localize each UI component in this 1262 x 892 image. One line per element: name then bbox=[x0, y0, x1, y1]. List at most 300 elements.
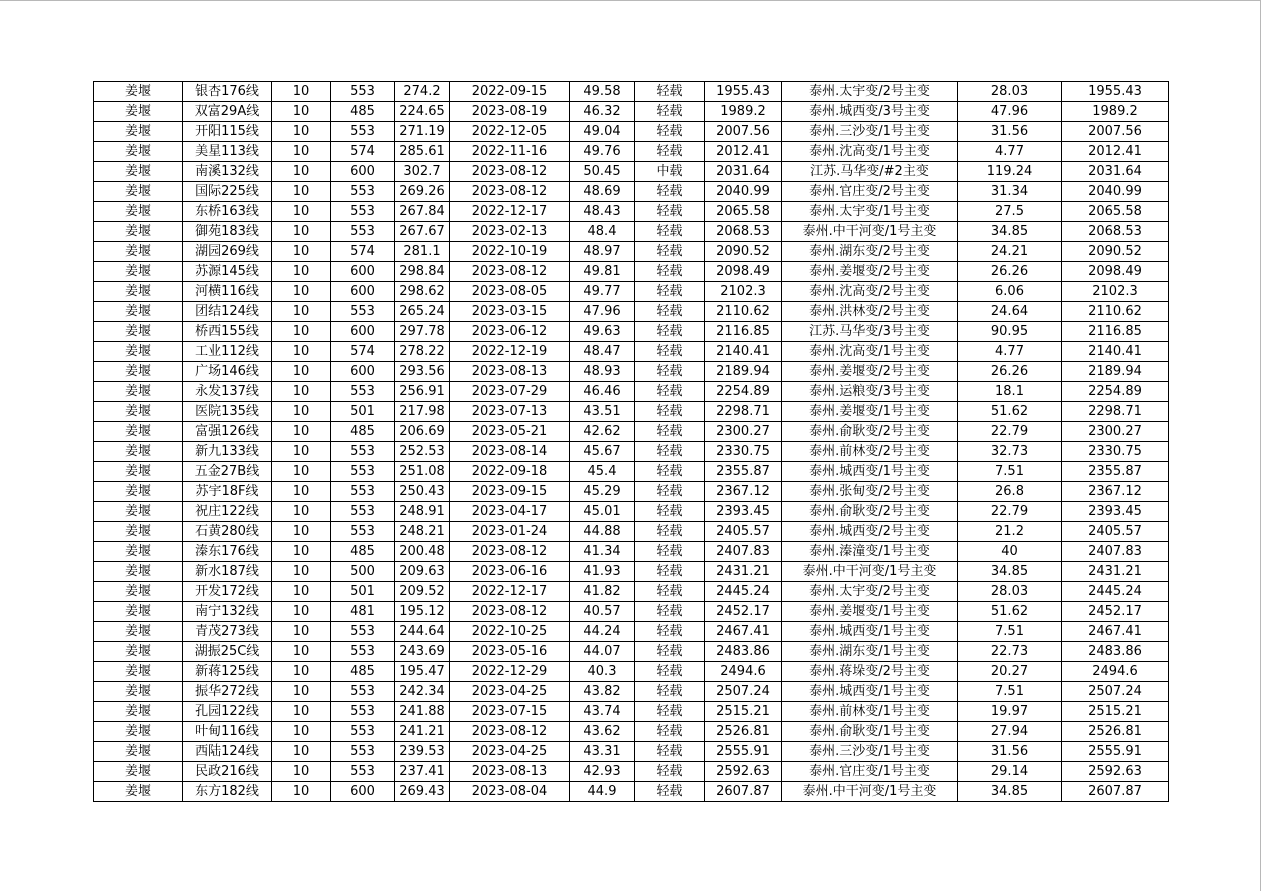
cell-total: 1955.43 bbox=[1062, 82, 1169, 102]
table-row bbox=[94, 322, 1169, 342]
cell-rated-current: 553 bbox=[331, 382, 395, 402]
cell-max-current: 297.78 bbox=[395, 322, 450, 342]
cell-peak-date: 2023-07-29 bbox=[450, 382, 570, 402]
cell-substation-transformer: 泰州.沈高变/2号主变 bbox=[782, 282, 958, 302]
cell-capacity: 2068.53 bbox=[705, 222, 782, 242]
cell-rated-current: 501 bbox=[331, 402, 395, 422]
cell-district: 姜堰 bbox=[94, 202, 183, 222]
cell-max-current: 239.53 bbox=[395, 742, 450, 762]
cell-voltage: 10 bbox=[272, 382, 331, 402]
cell-line-name: 开发172线 bbox=[183, 582, 272, 602]
cell-total: 2607.87 bbox=[1062, 782, 1169, 802]
cell-load-status: 轻载 bbox=[635, 682, 705, 702]
cell-transformer-value: 47.96 bbox=[958, 102, 1062, 122]
cell-total: 2507.24 bbox=[1062, 682, 1169, 702]
cell-substation-transformer: 泰州.姜堰变/1号主变 bbox=[782, 602, 958, 622]
cell-district: 姜堰 bbox=[94, 562, 183, 582]
cell-capacity: 2031.64 bbox=[705, 162, 782, 182]
cell-load-status: 轻载 bbox=[635, 502, 705, 522]
cell-voltage: 10 bbox=[272, 442, 331, 462]
cell-transformer-value: 27.94 bbox=[958, 722, 1062, 742]
cell-load-rate: 43.31 bbox=[570, 742, 635, 762]
cell-capacity: 2367.12 bbox=[705, 482, 782, 502]
cell-load-rate: 47.96 bbox=[570, 302, 635, 322]
cell-line-name: 国际225线 bbox=[183, 182, 272, 202]
cell-total: 2330.75 bbox=[1062, 442, 1169, 462]
cell-transformer-value: 22.79 bbox=[958, 422, 1062, 442]
cell-capacity: 2090.52 bbox=[705, 242, 782, 262]
cell-total: 2102.3 bbox=[1062, 282, 1169, 302]
cell-max-current: 269.43 bbox=[395, 782, 450, 802]
cell-peak-date: 2022-12-29 bbox=[450, 662, 570, 682]
cell-load-status: 轻载 bbox=[635, 442, 705, 462]
cell-total: 2040.99 bbox=[1062, 182, 1169, 202]
table-row bbox=[94, 582, 1169, 602]
cell-rated-current: 574 bbox=[331, 142, 395, 162]
cell-voltage: 10 bbox=[272, 602, 331, 622]
cell-load-status: 轻载 bbox=[635, 302, 705, 322]
cell-max-current: 298.62 bbox=[395, 282, 450, 302]
cell-district: 姜堰 bbox=[94, 302, 183, 322]
cell-line-name: 桥西155线 bbox=[183, 322, 272, 342]
cell-capacity: 2494.6 bbox=[705, 662, 782, 682]
cell-total: 2467.41 bbox=[1062, 622, 1169, 642]
cell-transformer-value: 26.26 bbox=[958, 362, 1062, 382]
cell-total: 2407.83 bbox=[1062, 542, 1169, 562]
cell-rated-current: 600 bbox=[331, 282, 395, 302]
cell-voltage: 10 bbox=[272, 782, 331, 802]
cell-peak-date: 2022-12-17 bbox=[450, 202, 570, 222]
cell-substation-transformer: 泰州.蒋垛变/2号主变 bbox=[782, 662, 958, 682]
cell-substation-transformer: 泰州.沈高变/1号主变 bbox=[782, 142, 958, 162]
cell-district: 姜堰 bbox=[94, 602, 183, 622]
cell-total: 2031.64 bbox=[1062, 162, 1169, 182]
cell-total: 2355.87 bbox=[1062, 462, 1169, 482]
cell-total: 2445.24 bbox=[1062, 582, 1169, 602]
table-row bbox=[94, 222, 1169, 242]
cell-substation-transformer: 泰州.沈高变/1号主变 bbox=[782, 342, 958, 362]
cell-transformer-value: 21.2 bbox=[958, 522, 1062, 542]
cell-transformer-value: 22.79 bbox=[958, 502, 1062, 522]
cell-rated-current: 553 bbox=[331, 442, 395, 462]
cell-load-rate: 49.63 bbox=[570, 322, 635, 342]
cell-load-status: 轻载 bbox=[635, 142, 705, 162]
cell-line-name: 工业112线 bbox=[183, 342, 272, 362]
cell-load-status: 轻载 bbox=[635, 562, 705, 582]
cell-total: 2452.17 bbox=[1062, 602, 1169, 622]
cell-total: 2065.58 bbox=[1062, 202, 1169, 222]
cell-load-rate: 46.46 bbox=[570, 382, 635, 402]
cell-max-current: 278.22 bbox=[395, 342, 450, 362]
table-row bbox=[94, 442, 1169, 462]
cell-district: 姜堰 bbox=[94, 402, 183, 422]
table-row bbox=[94, 282, 1169, 302]
cell-capacity: 2393.45 bbox=[705, 502, 782, 522]
cell-district: 姜堰 bbox=[94, 382, 183, 402]
table-row bbox=[94, 502, 1169, 522]
cell-total: 2483.86 bbox=[1062, 642, 1169, 662]
cell-load-status: 轻载 bbox=[635, 422, 705, 442]
cell-district: 姜堰 bbox=[94, 422, 183, 442]
cell-total: 2431.21 bbox=[1062, 562, 1169, 582]
cell-capacity: 2483.86 bbox=[705, 642, 782, 662]
cell-max-current: 271.19 bbox=[395, 122, 450, 142]
cell-voltage: 10 bbox=[272, 82, 331, 102]
cell-transformer-value: 7.51 bbox=[958, 682, 1062, 702]
cell-rated-current: 500 bbox=[331, 562, 395, 582]
cell-peak-date: 2023-07-13 bbox=[450, 402, 570, 422]
cell-rated-current: 600 bbox=[331, 322, 395, 342]
cell-load-rate: 43.82 bbox=[570, 682, 635, 702]
cell-substation-transformer: 泰州.三沙变/1号主变 bbox=[782, 742, 958, 762]
cell-substation-transformer: 泰州.湖东变/2号主变 bbox=[782, 242, 958, 262]
cell-peak-date: 2022-09-15 bbox=[450, 82, 570, 102]
cell-voltage: 10 bbox=[272, 682, 331, 702]
cell-transformer-value: 24.21 bbox=[958, 242, 1062, 262]
cell-line-name: 叶甸116线 bbox=[183, 722, 272, 742]
table-row bbox=[94, 162, 1169, 182]
cell-max-current: 195.47 bbox=[395, 662, 450, 682]
cell-transformer-value: 20.27 bbox=[958, 662, 1062, 682]
table-row bbox=[94, 82, 1169, 102]
cell-transformer-value: 24.64 bbox=[958, 302, 1062, 322]
cell-voltage: 10 bbox=[272, 342, 331, 362]
cell-total: 2515.21 bbox=[1062, 702, 1169, 722]
cell-voltage: 10 bbox=[272, 762, 331, 782]
cell-capacity: 2445.24 bbox=[705, 582, 782, 602]
cell-load-rate: 48.43 bbox=[570, 202, 635, 222]
cell-load-rate: 44.9 bbox=[570, 782, 635, 802]
cell-rated-current: 553 bbox=[331, 702, 395, 722]
cell-load-rate: 49.81 bbox=[570, 262, 635, 282]
cell-line-name: 广场146线 bbox=[183, 362, 272, 382]
cell-district: 姜堰 bbox=[94, 742, 183, 762]
cell-peak-date: 2023-04-25 bbox=[450, 742, 570, 762]
cell-peak-date: 2022-10-25 bbox=[450, 622, 570, 642]
cell-load-rate: 46.32 bbox=[570, 102, 635, 122]
cell-rated-current: 553 bbox=[331, 762, 395, 782]
cell-substation-transformer: 泰州.太宇变/1号主变 bbox=[782, 202, 958, 222]
cell-rated-current: 553 bbox=[331, 502, 395, 522]
table-row bbox=[94, 642, 1169, 662]
cell-substation-transformer: 泰州.俞耿变/1号主变 bbox=[782, 722, 958, 742]
cell-max-current: 206.69 bbox=[395, 422, 450, 442]
cell-line-name: 双富29A线 bbox=[183, 102, 272, 122]
cell-capacity: 2607.87 bbox=[705, 782, 782, 802]
cell-voltage: 10 bbox=[272, 102, 331, 122]
cell-voltage: 10 bbox=[272, 702, 331, 722]
cell-max-current: 237.41 bbox=[395, 762, 450, 782]
cell-capacity: 1955.43 bbox=[705, 82, 782, 102]
cell-rated-current: 553 bbox=[331, 482, 395, 502]
cell-total: 2494.6 bbox=[1062, 662, 1169, 682]
cell-peak-date: 2022-09-18 bbox=[450, 462, 570, 482]
cell-load-rate: 41.34 bbox=[570, 542, 635, 562]
cell-district: 姜堰 bbox=[94, 762, 183, 782]
cell-load-status: 轻载 bbox=[635, 622, 705, 642]
cell-transformer-value: 26.26 bbox=[958, 262, 1062, 282]
cell-capacity: 2140.41 bbox=[705, 342, 782, 362]
cell-capacity: 1989.2 bbox=[705, 102, 782, 122]
cell-substation-transformer: 泰州.前林变/1号主变 bbox=[782, 702, 958, 722]
cell-rated-current: 553 bbox=[331, 302, 395, 322]
cell-voltage: 10 bbox=[272, 222, 331, 242]
cell-load-rate: 49.76 bbox=[570, 142, 635, 162]
cell-substation-transformer: 泰州.中干河变/1号主变 bbox=[782, 222, 958, 242]
table-row bbox=[94, 242, 1169, 262]
cell-total: 2555.91 bbox=[1062, 742, 1169, 762]
cell-voltage: 10 bbox=[272, 302, 331, 322]
cell-load-status: 轻载 bbox=[635, 202, 705, 222]
cell-transformer-value: 28.03 bbox=[958, 82, 1062, 102]
cell-capacity: 2098.49 bbox=[705, 262, 782, 282]
cell-load-status: 轻载 bbox=[635, 782, 705, 802]
cell-substation-transformer: 泰州.官庄变/2号主变 bbox=[782, 182, 958, 202]
cell-district: 姜堰 bbox=[94, 582, 183, 602]
cell-substation-transformer: 泰州.太宇变/2号主变 bbox=[782, 82, 958, 102]
cell-peak-date: 2023-08-19 bbox=[450, 102, 570, 122]
cell-substation-transformer: 泰州.姜堰变/2号主变 bbox=[782, 262, 958, 282]
cell-voltage: 10 bbox=[272, 142, 331, 162]
cell-peak-date: 2023-06-16 bbox=[450, 562, 570, 582]
cell-district: 姜堰 bbox=[94, 722, 183, 742]
table-row bbox=[94, 362, 1169, 382]
cell-substation-transformer: 泰州.中干河变/1号主变 bbox=[782, 782, 958, 802]
cell-voltage: 10 bbox=[272, 242, 331, 262]
cell-capacity: 2526.81 bbox=[705, 722, 782, 742]
cell-transformer-value: 51.62 bbox=[958, 602, 1062, 622]
cell-transformer-value: 32.73 bbox=[958, 442, 1062, 462]
cell-load-status: 轻载 bbox=[635, 222, 705, 242]
cell-line-name: 苏源145线 bbox=[183, 262, 272, 282]
cell-voltage: 10 bbox=[272, 482, 331, 502]
cell-capacity: 2189.94 bbox=[705, 362, 782, 382]
cell-load-status: 轻载 bbox=[635, 382, 705, 402]
cell-rated-current: 553 bbox=[331, 462, 395, 482]
cell-peak-date: 2023-08-12 bbox=[450, 182, 570, 202]
cell-district: 姜堰 bbox=[94, 682, 183, 702]
table-row bbox=[94, 462, 1169, 482]
cell-max-current: 250.43 bbox=[395, 482, 450, 502]
cell-max-current: 241.88 bbox=[395, 702, 450, 722]
cell-total: 2116.85 bbox=[1062, 322, 1169, 342]
cell-max-current: 209.63 bbox=[395, 562, 450, 582]
cell-peak-date: 2023-02-13 bbox=[450, 222, 570, 242]
cell-voltage: 10 bbox=[272, 362, 331, 382]
cell-load-status: 轻载 bbox=[635, 242, 705, 262]
cell-rated-current: 553 bbox=[331, 522, 395, 542]
cell-load-rate: 44.24 bbox=[570, 622, 635, 642]
cell-rated-current: 553 bbox=[331, 622, 395, 642]
cell-substation-transformer: 泰州.姜堰变/1号主变 bbox=[782, 402, 958, 422]
cell-max-current: 281.1 bbox=[395, 242, 450, 262]
cell-peak-date: 2023-07-15 bbox=[450, 702, 570, 722]
cell-max-current: 302.7 bbox=[395, 162, 450, 182]
cell-transformer-value: 51.62 bbox=[958, 402, 1062, 422]
cell-line-name: 湖振25C线 bbox=[183, 642, 272, 662]
cell-substation-transformer: 泰州.运粮变/3号主变 bbox=[782, 382, 958, 402]
table-row bbox=[94, 762, 1169, 782]
cell-capacity: 2298.71 bbox=[705, 402, 782, 422]
cell-load-status: 轻载 bbox=[635, 342, 705, 362]
cell-line-name: 新蒋125线 bbox=[183, 662, 272, 682]
cell-load-rate: 49.04 bbox=[570, 122, 635, 142]
cell-max-current: 195.12 bbox=[395, 602, 450, 622]
cell-peak-date: 2023-08-12 bbox=[450, 162, 570, 182]
cell-peak-date: 2023-09-15 bbox=[450, 482, 570, 502]
cell-substation-transformer: 江苏.马华变/#2主变 bbox=[782, 162, 958, 182]
cell-district: 姜堰 bbox=[94, 322, 183, 342]
cell-line-name: 溱东176线 bbox=[183, 542, 272, 562]
cell-voltage: 10 bbox=[272, 662, 331, 682]
cell-total: 2254.89 bbox=[1062, 382, 1169, 402]
cell-max-current: 267.84 bbox=[395, 202, 450, 222]
cell-line-name: 河横116线 bbox=[183, 282, 272, 302]
cell-substation-transformer: 泰州.溱潼变/1号主变 bbox=[782, 542, 958, 562]
cell-line-name: 南宁132线 bbox=[183, 602, 272, 622]
table-row bbox=[94, 422, 1169, 442]
cell-total: 2090.52 bbox=[1062, 242, 1169, 262]
table-row bbox=[94, 542, 1169, 562]
cell-substation-transformer: 泰州.俞耿变/2号主变 bbox=[782, 422, 958, 442]
cell-district: 姜堰 bbox=[94, 82, 183, 102]
cell-district: 姜堰 bbox=[94, 162, 183, 182]
cell-district: 姜堰 bbox=[94, 182, 183, 202]
cell-load-rate: 42.93 bbox=[570, 762, 635, 782]
cell-line-name: 南溪132线 bbox=[183, 162, 272, 182]
cell-voltage: 10 bbox=[272, 622, 331, 642]
cell-transformer-value: 119.24 bbox=[958, 162, 1062, 182]
cell-rated-current: 553 bbox=[331, 202, 395, 222]
table-body bbox=[94, 82, 1169, 802]
cell-peak-date: 2023-05-16 bbox=[450, 642, 570, 662]
cell-peak-date: 2023-08-13 bbox=[450, 362, 570, 382]
cell-peak-date: 2023-08-14 bbox=[450, 442, 570, 462]
table-row bbox=[94, 722, 1169, 742]
cell-transformer-value: 28.03 bbox=[958, 582, 1062, 602]
cell-capacity: 2555.91 bbox=[705, 742, 782, 762]
cell-load-rate: 45.01 bbox=[570, 502, 635, 522]
cell-capacity: 2012.41 bbox=[705, 142, 782, 162]
cell-district: 姜堰 bbox=[94, 782, 183, 802]
cell-substation-transformer: 泰州.中干河变/1号主变 bbox=[782, 562, 958, 582]
cell-rated-current: 553 bbox=[331, 722, 395, 742]
cell-capacity: 2007.56 bbox=[705, 122, 782, 142]
cell-district: 姜堰 bbox=[94, 262, 183, 282]
cell-load-status: 轻载 bbox=[635, 282, 705, 302]
table-row bbox=[94, 562, 1169, 582]
cell-transformer-value: 29.14 bbox=[958, 762, 1062, 782]
cell-load-status: 轻载 bbox=[635, 722, 705, 742]
cell-substation-transformer: 泰州.城西变/1号主变 bbox=[782, 622, 958, 642]
cell-transformer-value: 7.51 bbox=[958, 462, 1062, 482]
table-row bbox=[94, 262, 1169, 282]
cell-load-rate: 48.93 bbox=[570, 362, 635, 382]
cell-capacity: 2431.21 bbox=[705, 562, 782, 582]
cell-capacity: 2330.75 bbox=[705, 442, 782, 462]
cell-load-status: 轻载 bbox=[635, 482, 705, 502]
cell-load-status: 轻载 bbox=[635, 182, 705, 202]
cell-district: 姜堰 bbox=[94, 282, 183, 302]
cell-peak-date: 2023-08-04 bbox=[450, 782, 570, 802]
cell-max-current: 217.98 bbox=[395, 402, 450, 422]
cell-rated-current: 485 bbox=[331, 662, 395, 682]
cell-line-name: 湖园269线 bbox=[183, 242, 272, 262]
cell-line-name: 东方182线 bbox=[183, 782, 272, 802]
cell-rated-current: 553 bbox=[331, 682, 395, 702]
cell-district: 姜堰 bbox=[94, 522, 183, 542]
cell-transformer-value: 26.8 bbox=[958, 482, 1062, 502]
cell-district: 姜堰 bbox=[94, 502, 183, 522]
cell-rated-current: 553 bbox=[331, 122, 395, 142]
cell-district: 姜堰 bbox=[94, 102, 183, 122]
cell-substation-transformer: 泰州.城西变/1号主变 bbox=[782, 682, 958, 702]
cell-load-status: 轻载 bbox=[635, 742, 705, 762]
cell-max-current: 256.91 bbox=[395, 382, 450, 402]
cell-transformer-value: 4.77 bbox=[958, 142, 1062, 162]
cell-rated-current: 574 bbox=[331, 342, 395, 362]
cell-line-name: 团结124线 bbox=[183, 302, 272, 322]
cell-total: 2298.71 bbox=[1062, 402, 1169, 422]
cell-rated-current: 553 bbox=[331, 182, 395, 202]
cell-rated-current: 600 bbox=[331, 362, 395, 382]
cell-load-rate: 49.77 bbox=[570, 282, 635, 302]
cell-max-current: 200.48 bbox=[395, 542, 450, 562]
cell-max-current: 285.61 bbox=[395, 142, 450, 162]
cell-transformer-value: 31.56 bbox=[958, 122, 1062, 142]
cell-rated-current: 481 bbox=[331, 602, 395, 622]
cell-transformer-value: 27.5 bbox=[958, 202, 1062, 222]
cell-voltage: 10 bbox=[272, 742, 331, 762]
cell-peak-date: 2023-08-12 bbox=[450, 602, 570, 622]
cell-district: 姜堰 bbox=[94, 662, 183, 682]
cell-line-name: 新九133线 bbox=[183, 442, 272, 462]
cell-load-status: 中载 bbox=[635, 162, 705, 182]
cell-max-current: 293.56 bbox=[395, 362, 450, 382]
cell-load-rate: 45.67 bbox=[570, 442, 635, 462]
cell-capacity: 2116.85 bbox=[705, 322, 782, 342]
cell-load-rate: 44.88 bbox=[570, 522, 635, 542]
cell-load-status: 轻载 bbox=[635, 522, 705, 542]
cell-load-rate: 41.82 bbox=[570, 582, 635, 602]
cell-load-rate: 43.51 bbox=[570, 402, 635, 422]
cell-capacity: 2507.24 bbox=[705, 682, 782, 702]
cell-load-status: 轻载 bbox=[635, 762, 705, 782]
cell-capacity: 2407.83 bbox=[705, 542, 782, 562]
cell-peak-date: 2022-12-17 bbox=[450, 582, 570, 602]
cell-rated-current: 501 bbox=[331, 582, 395, 602]
cell-substation-transformer: 泰州.张甸变/2号主变 bbox=[782, 482, 958, 502]
cell-total: 2300.27 bbox=[1062, 422, 1169, 442]
cell-peak-date: 2022-12-05 bbox=[450, 122, 570, 142]
cell-max-current: 298.84 bbox=[395, 262, 450, 282]
cell-substation-transformer: 泰州.姜堰变/2号主变 bbox=[782, 362, 958, 382]
cell-load-rate: 48.97 bbox=[570, 242, 635, 262]
table-row bbox=[94, 622, 1169, 642]
cell-peak-date: 2023-01-24 bbox=[450, 522, 570, 542]
cell-line-name: 永发137线 bbox=[183, 382, 272, 402]
cell-voltage: 10 bbox=[272, 402, 331, 422]
cell-load-rate: 41.93 bbox=[570, 562, 635, 582]
table-row bbox=[94, 102, 1169, 122]
cell-peak-date: 2023-08-12 bbox=[450, 722, 570, 742]
cell-line-name: 祝庄122线 bbox=[183, 502, 272, 522]
cell-peak-date: 2023-03-15 bbox=[450, 302, 570, 322]
cell-load-rate: 48.69 bbox=[570, 182, 635, 202]
cell-max-current: 267.67 bbox=[395, 222, 450, 242]
cell-line-name: 东桥163线 bbox=[183, 202, 272, 222]
cell-total: 2189.94 bbox=[1062, 362, 1169, 382]
